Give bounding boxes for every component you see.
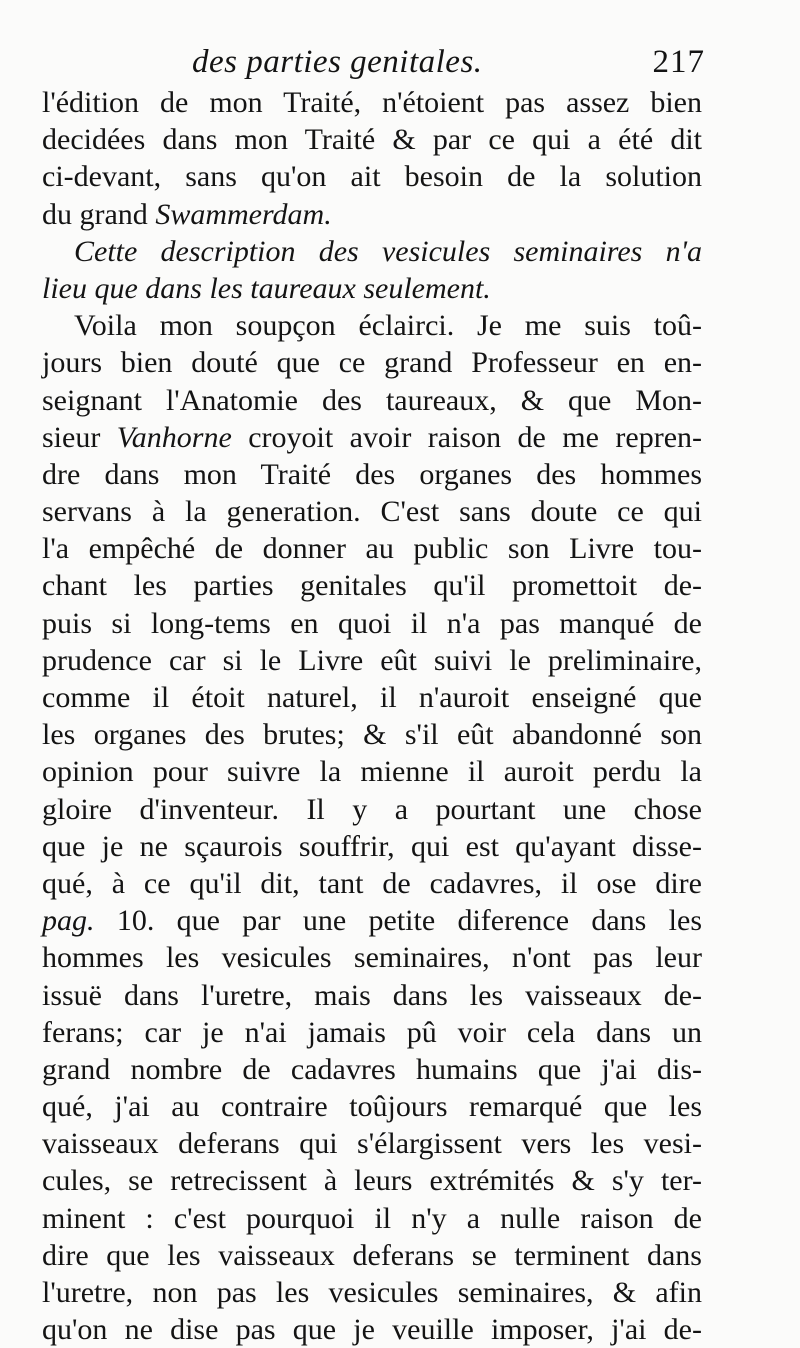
body-text	[42, 84, 702, 1348]
text-line: qué, j'ai au contraire toûjours remarqué que les	[42, 1090, 702, 1124]
running-title: des parties genitales.	[192, 44, 483, 80]
page-reference: pag.	[42, 904, 95, 938]
text-line: hommes les vesicules seminaires, n'ont pas leur	[42, 941, 702, 975]
text-line: ferans; car je n'ai jamais pû voir cela dans un	[42, 1015, 702, 1049]
text-line: seignant l'Anatomie des taureaux, & que Mon-	[42, 383, 702, 417]
text-line: comme il étoit naturel, il n'auroit enseigné que	[42, 681, 702, 714]
text-fragment: croyoit avoir raison de me repren-	[231, 420, 702, 454]
text-line: l'a empêché de donner au public son Livre tou-	[42, 532, 702, 566]
text-line	[42, 196, 702, 233]
text-line: cules, se retrecissent à leurs extrémités & s'y ter-	[42, 1164, 702, 1198]
text-line: prudence car si le Livre eût suivi le preliminaire,	[42, 643, 702, 677]
text-line: Voila mon soupçon éclairci. Je me suis toû-	[74, 309, 702, 343]
author-name-vanhorne: Vanhorne	[116, 420, 232, 454]
text-line: les organes des brutes; & s'il eût abandonné son	[42, 718, 702, 752]
author-name-swammerdam: Swammerdam.	[155, 197, 332, 231]
text-fragment: du grand	[42, 197, 156, 231]
text-line: issuë dans l'uretre, mais dans les vaisseaux de-	[42, 978, 702, 1012]
text-line	[42, 902, 702, 939]
page-header	[40, 40, 705, 90]
text-line: opinion pour suivre la mienne il auroit perdu la	[42, 755, 702, 789]
text-line: ci-devant, sans qu'on ait besoin de la solution	[42, 160, 702, 194]
text-line: qué, à ce qu'il dit, tant de cadavres, il ose dire	[42, 866, 702, 900]
text-line: vaisseaux deferans qui s'élargissent vers les vesi-	[42, 1127, 702, 1161]
quoted-line: lieu que dans les taureaux seulement.	[42, 271, 491, 305]
text-line: minent : c'est pourquoi il n'y a nulle raison de	[42, 1201, 702, 1235]
page-number: 217	[652, 44, 705, 80]
text-line: decidées dans mon Traité & par ce qui a été dit	[42, 123, 702, 157]
quoted-line: Cette description des vesicules seminaires n'a	[74, 234, 702, 268]
text-line: que je ne sçaurois souffrir, qui est qu'ayant disse-	[42, 829, 702, 863]
text-line: l'édition de mon Traité, n'étoient pas assez bien	[42, 86, 702, 119]
text-fragment: sieur	[42, 420, 117, 454]
text-line: grand nombre de cadavres humains que j'ai dis-	[42, 1052, 702, 1086]
text-line: jours bien douté que ce grand Professeur en en-	[42, 346, 702, 380]
text-fragment: 10. que par une petite diference dans les	[94, 904, 702, 938]
text-line	[42, 419, 702, 456]
text-line: dre dans mon Traité des organes des hommes	[42, 457, 702, 491]
text-line: chant les parties genitales qu'il promettoit de-	[42, 569, 702, 603]
text-line: dire que les vaisseaux deferans se terminent dans	[42, 1238, 702, 1272]
text-line: servans à la generation. C'est sans doute ce qui	[42, 495, 702, 529]
text-line: puis si long-tems en quoi il n'a pas manqué de	[42, 606, 702, 640]
text-line: gloire d'inventeur. Il y a pourtant une chose	[42, 792, 702, 826]
text-line: qu'on ne dise pas que je veuille imposer, j'ai de-	[42, 1313, 702, 1347]
text-line: l'uretre, non pas les vesicules seminaires, & afin	[42, 1276, 702, 1309]
